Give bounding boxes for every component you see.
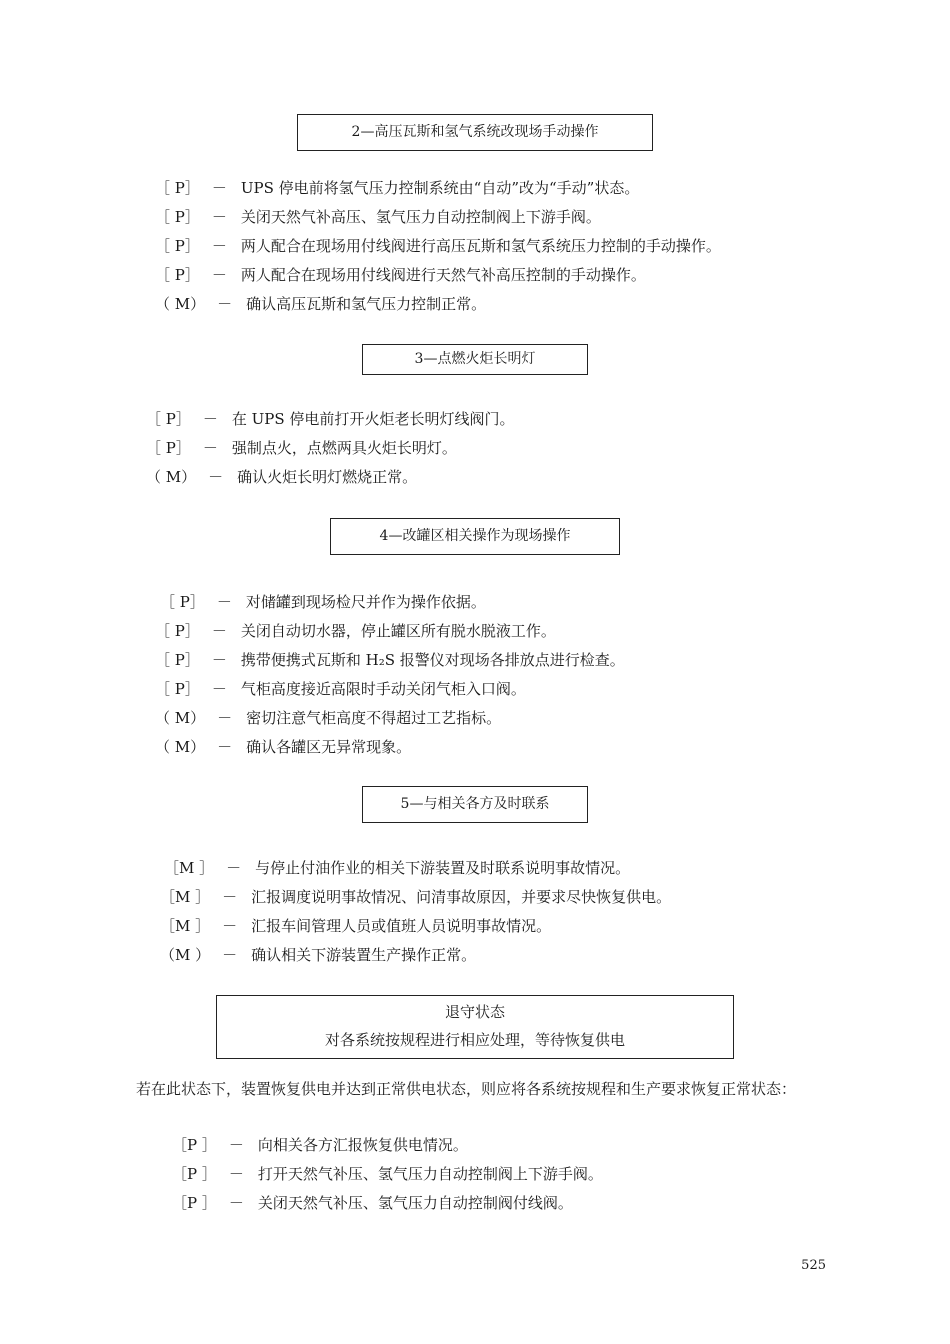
list-item: ［ P］ － 两人配合在现场用付线阀进行天然气补高压控制的手动操作。 [155,266,646,284]
section-title: 4—改罐区相关操作为现场操作 [379,528,571,544]
list-item: ［ P］ － 强制点火，点燃两具火炬长明灯。 [146,439,457,457]
recovery-paragraph: 若在此状态下，装置恢复供电并达到正常供电状态，则应将各系统按规程和生产要求恢复正常状态： [136,1080,797,1098]
list-item: ［M ］ － 汇报车间管理人员或值班人员说明事故情况。 [160,917,552,935]
list-item: ［ P］ － 两人配合在现场用付线阀进行高压瓦斯和氢气系统压力控制的手动操作。 [155,237,721,255]
list-item: ［ P］ － 关闭天然气补高压、氢气压力自动控制阀上下游手阀。 [155,208,601,226]
list-item: （ M） － 确认火炬长明灯燃烧正常。 [146,468,418,486]
list-item: （ M） － 确认高压瓦斯和氢气压力控制正常。 [155,295,487,313]
exit-state-box [216,995,734,1059]
list-item: ［ P］ － 气柜高度接近高限时手动关闭气柜入口阀。 [155,680,526,698]
page-number: 525 [801,1258,826,1273]
section-title: 5—与相关各方及时联系 [400,796,550,812]
list-item: ［ P］ － 携带便携式瓦斯和 H₂S 报警仪对现场各排放点进行检查。 [155,651,625,669]
section-2-title-box [297,114,653,151]
section-4-title-box [330,518,620,555]
list-item: （ M） － 确认各罐区无异常现象。 [155,738,412,756]
exit-state-subtitle: 对各系统按规程进行相应处理，等待恢复供电 [324,1031,625,1049]
list-item: （ M） － 密切注意气柜高度不得超过工艺指标。 [155,709,502,727]
list-item: ［ P］ － UPS 停电前将氢气压力控制系统由“自动”改为“手动”状态。 [155,179,640,197]
list-item: （M ） － 确认相关下游装置生产操作正常。 [160,946,477,964]
list-item: ［M ］ － 汇报调度说明事故情况、问清事故原因，并要求尽快恢复供电。 [160,888,672,906]
section-5-title-box [362,786,588,823]
exit-state-title: 退守状态 [444,1003,505,1021]
list-item: ［P ］ － 关闭天然气补压、氢气压力自动控制阀付线阀。 [172,1194,573,1212]
section-title: 3—点燃火炬长明灯 [414,351,536,367]
section-title: 2—高压瓦斯和氢气系统改现场手动操作 [351,124,599,140]
list-item: ［ P］ － 对储罐到现场检尺并作为操作依据。 [160,593,486,611]
list-item: ［ P］ － 在 UPS 停电前打开火炬老长明灯线阀门。 [146,410,515,428]
section-3-title-box [362,344,588,375]
list-item: ［P ］ － 向相关各方汇报恢复供电情况。 [172,1136,468,1154]
list-item: ［ P］ － 关闭自动切水器，停止罐区所有脱水脱液工作。 [155,622,556,640]
list-item: ［P ］ － 打开天然气补压、氢气压力自动控制阀上下游手阀。 [172,1165,603,1183]
list-item: ［M ］ － 与停止付油作业的相关下游装置及时联系说明事故情况。 [164,859,631,877]
